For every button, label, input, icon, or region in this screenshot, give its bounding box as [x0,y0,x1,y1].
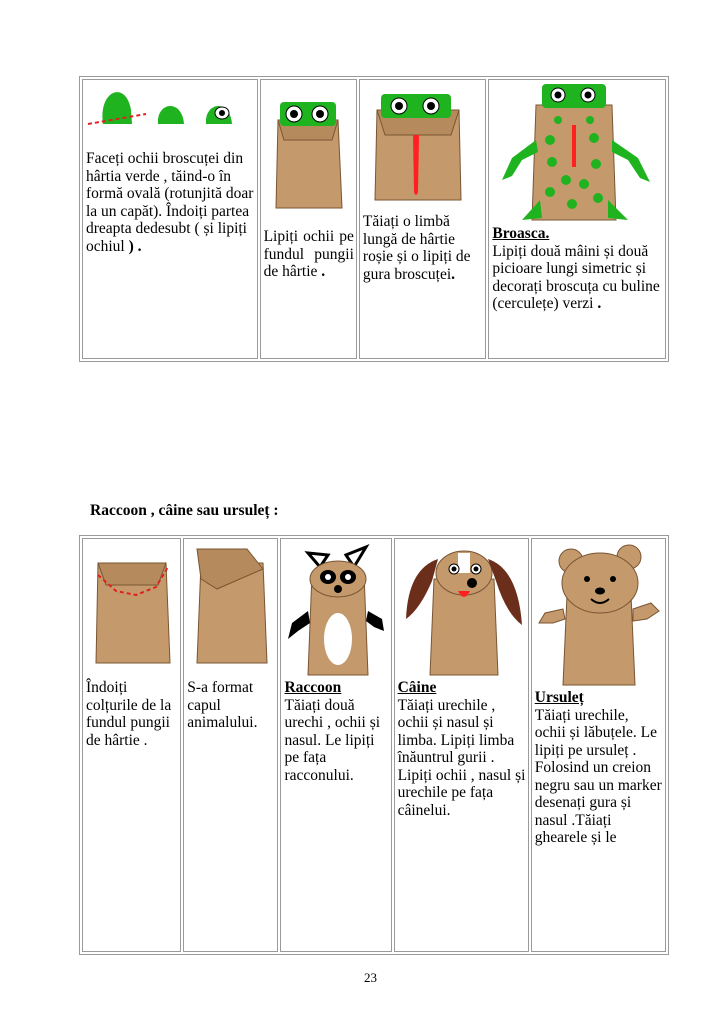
paper-bag-with-eyes-illustration [264,80,352,220]
frog-step-1-end: ) . [124,237,142,255]
bear-puppet-illustration [535,539,663,689]
frog-step-2 [260,79,357,359]
animal-step-1 [82,538,181,952]
animal-step-4-text: Tăiați urechile , ochii și nasul și limba. Lipiți limba înăuntrul gurii . Lipiți ochii , nasul și urechile pe fața câinelui. [397,696,526,819]
animal-instructions-table [79,535,669,955]
bag-fold-corners-illustration [86,539,178,667]
animal-step-5-title: Ursuleț [534,689,584,706]
frog-eye-cutting-illustration [86,80,251,150]
frog-step-4 [488,79,666,359]
bag-head-formed-illustration [187,539,275,667]
animal-step-2-text: S-a format capul animalului. [187,679,258,731]
raccoon-section-heading: Raccoon , câine sau ursuleț : [90,502,279,519]
animal-step-3 [280,538,391,952]
raccoon-puppet-illustration [284,539,388,679]
animal-step-4 [394,538,529,952]
page-number: 23 [364,970,377,985]
animal-step-1-text: Îndoiți colțurile de la fundul pungii de hârtie . [86,679,172,749]
animal-step-2 [183,538,278,952]
frog-step-1-text: Faceți ochii broscuței din hârtia verde , tăind-o în formă ovală (rotunjită doar la un capăt). Îndoiți partea dreapta dedesubt ( și lipiți ochiul [86,150,254,255]
frog-step-2-text: Lipiți ochii pe fundul pungii de hârtie [263,228,354,280]
frog-step-1 [82,79,258,359]
frog-step-4-title: Broasca. [492,225,550,242]
frog-instructions-table [79,76,669,362]
animal-step-3-text: Tăiați două urechi , ochii și nasul. Le lipiți pe fața racconului. [284,696,381,784]
animal-step-4-title: Câine [397,679,437,696]
frog-step-4-end: . [593,295,602,312]
frog-step-3-text: Tăiați o limbă lungă de hârtie roșie și o lipiți de gura broscuței [362,213,471,283]
frog-step-3 [359,79,486,359]
finished-frog-puppet-illustration [492,80,660,225]
frog-step-3-end: . [451,265,456,283]
frog-step-4-text: Lipiți două mâini și două picioare lungi simetric și decorați broscuța cu buline (cerculețe) verzi [492,242,660,312]
animal-step-3-title: Raccoon [284,679,342,696]
frog-step-2-end: . [317,263,326,280]
animal-step-5 [531,538,666,952]
dog-puppet-illustration [398,539,526,679]
animal-step-5-text: Tăiați urechile, ochii și lăbuțele. Le lipiți pe ursuleț . Folosind un creion negru sau un marker desenați gura și nasul .Tăiați ghearele și le [534,706,662,846]
paper-bag-with-tongue-illustration [363,80,481,205]
